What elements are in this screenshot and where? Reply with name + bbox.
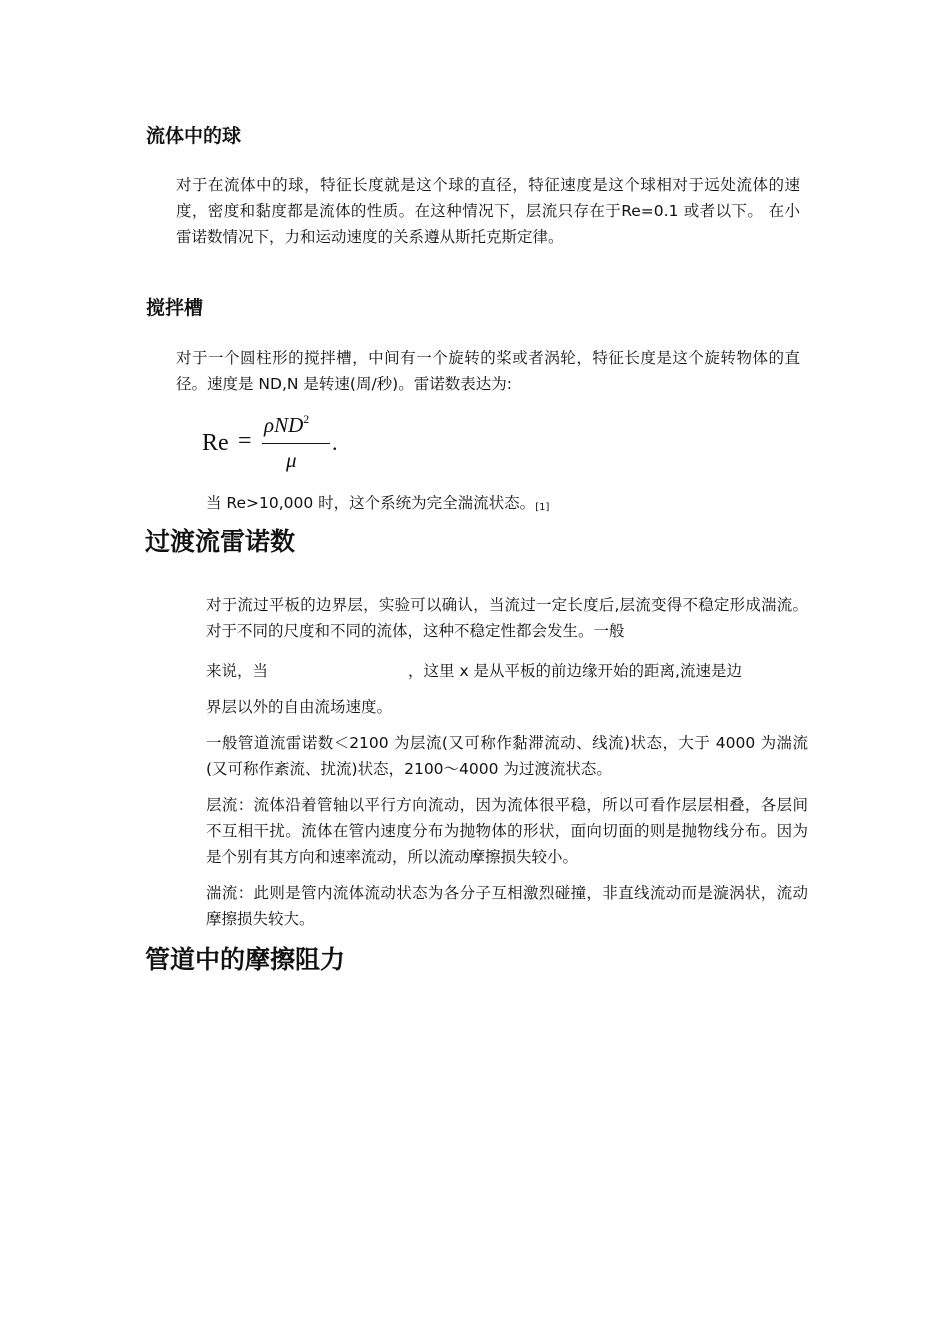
section-heading-ball: 流体中的球 [146, 125, 242, 147]
section-heading-transition: 过渡流雷诺数 [145, 527, 296, 556]
citation-link[interactable]: [1] [535, 502, 550, 513]
paragraph-turbulent-flow: 湍流：此则是管内流体流动状态为各分子互相激烈碰撞，非直线流动而是漩涡状，流动摩擦损失较大。 [206, 884, 808, 928]
paragraph-tank-note [206, 490, 806, 521]
section-heading-tank: 搅拌槽 [146, 297, 204, 319]
formula-denominator: μ [286, 448, 297, 472]
paragraph-tank: 对于一个圆柱形的搅拌槽，中间有一个旋转的桨或者涡轮，特征长度是这个旋转物体的直径。速度是 ND,N 是转速(周/秒)。雷诺数表达为: [176, 349, 800, 393]
reynolds-formula [202, 412, 352, 488]
formula-numerator [264, 412, 309, 438]
formula-period: . [332, 430, 338, 455]
paragraph-pipe-reynolds: 一般管道流雷诺数＜2100 为层流(又可称作黏滞流动、线流)状态，大于 4000 为湍流(又可称作紊流、扰流)状态，2100～4000 为过渡流状态。 [206, 734, 808, 778]
formula-numerator-base: ρND [264, 413, 304, 437]
formula-equals: = [238, 428, 252, 454]
section-heading-friction: 管道中的摩擦阻力 [145, 945, 346, 974]
paragraph-transition-2b: 界层以外的自由流场速度。 [206, 698, 393, 716]
paragraph-ball: 对于在流体中的球，特征长度就是这个球的直径，特征速度是这个球相对于远处流体的速度，密度和黏度都是流体的性质。在这种情况下，层流只存在于Re=0.1 或者以下。 在小雷诺数情况下，力和运动速度的关系遵从斯托克斯定律。 [176, 176, 800, 246]
paragraph-transition-1: 对于流过平板的边界层，实验可以确认，当流过一定长度后,层流变得不稳定形成湍流。对于不同的尺度和不同的流体，这种不稳定性都会发生。一般 [206, 596, 808, 640]
paragraph-laminar-flow: 层流：流体沿着管轴以平行方向流动，因为流体很平稳，所以可看作层层相叠，各层间不互相干扰。流体在管内速度分布为抛物体的形状，面向切面的则是抛物线分布。因为是个别有其方向和速率流动，所以流动摩擦损失较小。 [206, 796, 808, 866]
formula-fraction-bar [262, 443, 330, 444]
transition-2-start: 来说，当 [206, 662, 269, 680]
transition-2-end: ，这里 x 是从平板的前边缘开始的距离,流速是边 [408, 662, 742, 680]
formula-exponent: 2 [303, 412, 310, 426]
paragraph-transition-2 [206, 658, 808, 684]
tank-note-text: 当 Re>10,000 时，这个系统为完全湍流状态。 [206, 494, 536, 512]
formula-lhs: Re [202, 430, 229, 456]
